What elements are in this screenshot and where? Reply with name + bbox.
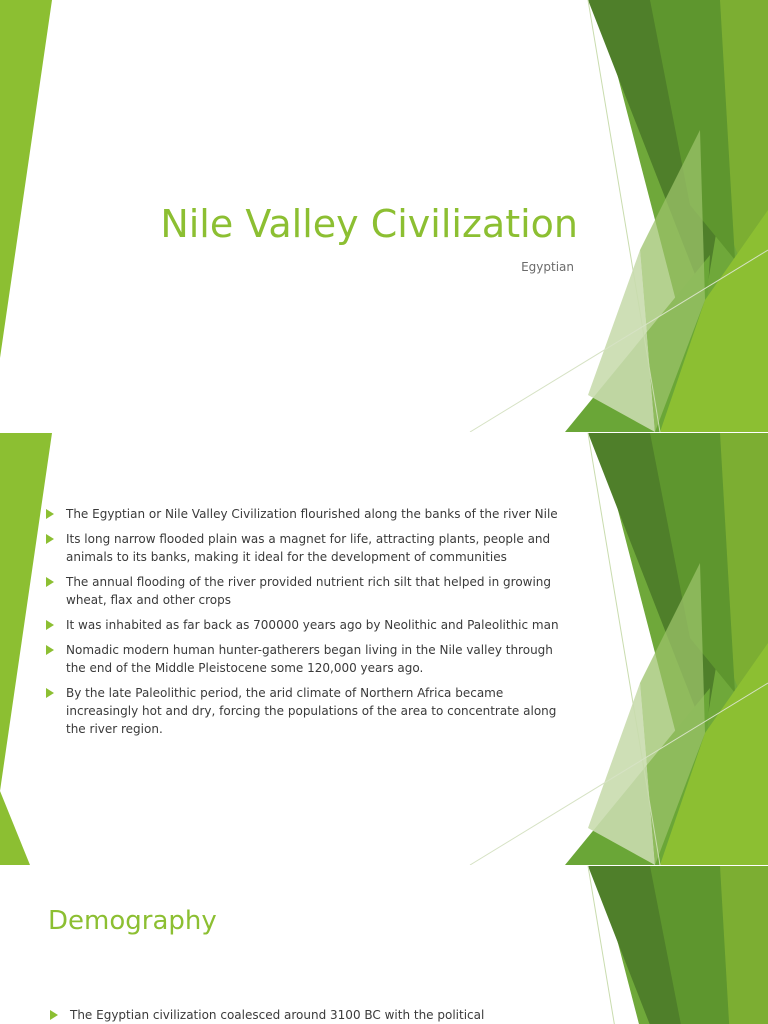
triangle-bullet-icon	[46, 645, 54, 655]
triangle-bullet-icon	[46, 620, 54, 630]
list-item	[44, 530, 574, 566]
list-item	[44, 505, 574, 523]
content-slide	[0, 866, 768, 1024]
list-item	[44, 573, 574, 609]
triangle-bullet-icon	[46, 509, 54, 519]
bullet-text: It was inhabited as far back as 700000 years ago by Neolithic and Paleolithic man	[66, 618, 559, 632]
bullet-text: By the late Paleolithic period, the arid climate of Northern Africa became increasingly hot and dry, forcing the populations of the area to concentrate along the river region.	[66, 686, 557, 736]
title-slide	[0, 0, 768, 432]
list-item	[44, 616, 574, 634]
slide-title: Nile Valley Civilization	[160, 202, 578, 246]
triangle-bullet-icon	[46, 688, 54, 698]
bullet-text: The Egyptian civilization coalesced around 3100 BC with the political	[70, 1008, 485, 1022]
triangle-bullet-icon	[46, 577, 54, 587]
bullet-text: Its long narrow flooded plain was a magnet for life, attracting plants, people and animals to its banks, making it ideal for the development of communities	[66, 532, 551, 564]
slide-heading: Demography	[48, 906, 217, 936]
content-slide	[0, 433, 768, 865]
triangle-bullet-icon	[46, 534, 54, 544]
list-item	[48, 1006, 568, 1024]
bullet-text: The annual flooding of the river provided nutrient rich silt that helped in growing wheat, flax and other crops	[66, 575, 552, 607]
bullet-text: Nomadic modern human hunter-gatherers began living in the Nile valley through the end of the Middle Pleistocene some 120,000 years ago.	[66, 643, 553, 675]
bullet-text: The Egyptian or Nile Valley Civilization flourished along the banks of the river Nile	[66, 507, 558, 521]
bullet-list	[48, 1006, 568, 1024]
list-item	[44, 684, 574, 738]
triangle-bullet-icon	[50, 1010, 58, 1020]
slide-subtitle: Egyptian	[521, 260, 574, 274]
bullet-list	[44, 505, 574, 745]
list-item	[44, 641, 574, 677]
decorative-shapes	[0, 866, 768, 1024]
